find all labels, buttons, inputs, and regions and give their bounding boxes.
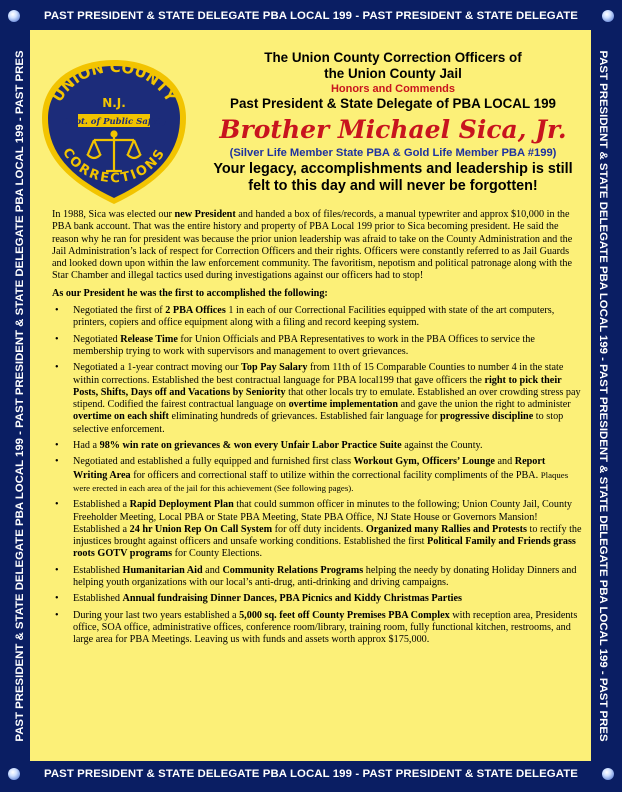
text-run: and — [494, 456, 515, 468]
text-run: that other locals try to emulate. Established an over crowding stress pay stipend. Codified the fairest contractual language on — [73, 386, 581, 411]
honors-line: Honors and Commends — [330, 83, 456, 95]
text-run: Established a — [73, 499, 130, 511]
text-run: for County Elections. — [172, 548, 263, 560]
text-run-bold: 5,000 sq. feet off County Premises PBA Complex — [239, 609, 450, 621]
text-run-bold: overtime on each shift — [73, 411, 169, 423]
bullet-icon: • — [55, 440, 59, 452]
logo-ring-text: CORRECTIONS — [59, 145, 169, 187]
text-run: to stop selective enforcement. — [73, 411, 564, 435]
bullet-icon: • — [55, 609, 59, 621]
list-item — [52, 610, 582, 647]
accomplishments-lead: As our President he was the first to accomplished the following: — [52, 287, 328, 299]
logo-dept-text: Dept. of Public Safety — [62, 117, 166, 127]
intro-paragraph — [52, 209, 582, 283]
text-run: from 11th of 15 Comparable Counties to number 4 in the state within corrections. Established the best contractual language for PBA local199 that gave officers the — [73, 362, 564, 386]
text-run-small: Plaques were erected in each area of the jail for this achievement (See following pages). — [73, 469, 569, 493]
bullet-icon: • — [55, 564, 59, 576]
text-run: Had a — [73, 440, 100, 452]
text-run-bold: 24 hr Union Rep On Call System — [129, 523, 273, 535]
list-item — [52, 499, 582, 560]
text-run-bold: Annual fundraising Dinner Dances, PBA Picnics and Kiddy Christmas Parties — [122, 593, 462, 605]
text-run: In 1988, Sica was elected our — [52, 209, 175, 220]
bullet-icon: • — [55, 333, 59, 345]
content-panel — [30, 30, 591, 761]
bullet-icon: • — [55, 362, 59, 374]
list-item — [52, 565, 582, 590]
border-text-left: PAST PRESIDENT & STATE DELEGATE PBA LOCAL 199 - PAST PRESIDENT & STATE DELEGATE PBA LOCAL 199 - PAST PRES — [14, 50, 26, 742]
text-run: Established — [73, 593, 123, 605]
header-line-2: the Union County Jail — [324, 66, 462, 81]
honoree-name: Brother Michael Sica, Jr. — [219, 115, 567, 144]
list-item — [52, 456, 582, 495]
border-text-right: PAST PRESIDENT & STATE DELEGATE PBA LOCAL 199 - PAST PRESIDENT & STATE DELEGATE PBA LOCAL 199 - PAST PRES — [597, 50, 609, 742]
text-run: Negotiated and established a fully equipped and furnished first class — [73, 456, 354, 468]
text-run-bold: 2 PBA Offices — [165, 305, 226, 317]
text-run: and gave the union the right to administer — [398, 399, 571, 411]
text-run: for officers and correctional staff to utilize within the correctional facility compliments of the PBA. — [130, 469, 541, 481]
title-line: Past President & State Delegate of PBA LOCAL 199 — [230, 96, 556, 111]
text-run: and — [202, 564, 223, 576]
bullet-icon: • — [55, 499, 59, 511]
text-run: Negotiated a 1-year contract moving our — [73, 362, 242, 374]
text-run-bold: Community Relations Programs — [222, 564, 364, 576]
list-item — [52, 440, 582, 452]
membership-line: (Silver Life Member State PBA & Gold Life Member PBA #199) — [229, 147, 557, 159]
corner-star-icon — [8, 768, 20, 780]
corner-star-icon — [602, 768, 614, 780]
tribute-line-2: felt to this day and will never be forgotten! — [248, 178, 538, 194]
text-run-bold: Workout Gym, Officers’ Lounge — [353, 456, 495, 468]
text-run-bold: right to pick their Posts, Shifts, Days off and Vacations by Seniority — [73, 374, 562, 398]
text-run-bold: Rapid Deployment Plan — [129, 499, 234, 511]
corner-star-icon — [8, 10, 20, 22]
list-item — [52, 362, 582, 436]
logo-top-text: UNION COUNTY — [48, 57, 180, 106]
list-item — [52, 593, 582, 605]
text-run: with reception area, Presidents office, SOA office, administrative offices, conference room/library, training room, fully functional kitchen, restrooms, and large area for PBA Meetings. Leaving us with funds and assets worth approx $175,000. — [73, 609, 578, 646]
text-run-bold: Humanitarian Aid — [122, 564, 203, 576]
text-run: Established — [73, 564, 123, 576]
bullet-icon: • — [55, 593, 59, 605]
text-run: to rectify the injustices brought against officers and unsafe working conditions. Established the first — [73, 523, 582, 548]
text-run: for Union Officials and PBA Representatives to work in the PBA Offices to service the membership trying to work with supervisors and management to overt grievances. — [73, 333, 535, 357]
text-run: helping the needy by donating Holiday Dinners and helping youth organizations with our local’s anti-drug, anti-drinking and driving campaigns. — [73, 564, 577, 589]
header — [198, 50, 588, 195]
list-item — [52, 334, 582, 359]
header-line-1: The Union County Correction Officers of — [264, 50, 522, 65]
text-run-bold: Release Time — [120, 333, 178, 345]
text-run: against the County. — [401, 440, 483, 452]
text-run-bold: new President — [174, 209, 236, 220]
border-text-bottom: PAST PRESIDENT & STATE DELEGATE PBA LOCAL 199 - PAST PRESIDENT & STATE DELEGATE — [43, 768, 579, 780]
text-run-bold: Political Family and Friends grass roots GOTV programs — [73, 536, 576, 560]
text-run-bold: Organized many Rallies and Protests — [365, 523, 527, 535]
text-run-bold: overtime implementation — [288, 399, 399, 411]
list-item — [52, 305, 582, 330]
text-run-bold: progressive discipline — [439, 411, 534, 423]
text-run: for off duty incidents. — [272, 523, 366, 535]
tribute-line-1: Your legacy, accomplishments and leadership is still — [213, 161, 573, 177]
bullet-icon: • — [55, 456, 59, 468]
text-run-bold: Report Writing Area — [73, 456, 546, 481]
text-run: During your last two years established a — [73, 609, 240, 621]
text-run: eliminating hundreds of grievances. Established fair language for — [168, 411, 440, 423]
border-text-top: PAST PRESIDENT & STATE DELEGATE PBA LOCAL 199 - PAST PRESIDENT & STATE DELEGATE — [43, 10, 579, 22]
text-run: and handed a box of files/records, a manual typewriter and approx $10,000 in the PBA bank account. That was the entire history and property of PBA Local 199 prior to Sica becoming president. He said the reason why he ran for president was because the prior union leadership was afraid to take on the County Administration and the Jail Administration’s lack of respect for Correction Officers and their rights. Officers were constantly referred to as Jail Guards and looked down upon within the law enforcement community. The favoritism, nepotism and political patronage along with the Star Chamber and illegal tactics used during investigations against our officers had to stop! — [52, 209, 573, 282]
accomplishments-list — [52, 305, 582, 646]
union-county-corrections-patch-logo — [34, 52, 194, 212]
bullet-icon: • — [55, 305, 59, 317]
text-run: that could summon officer in minutes to the following; Union County Jail, County Freeholder Meeting, Local PBA or State PBA Meeting, State PBA Office, NJ State House or Governors Mansion! Established a — [73, 499, 572, 535]
corner-star-icon — [602, 10, 614, 22]
text-run: Negotiated the first of — [73, 305, 166, 317]
body-text — [52, 209, 582, 651]
text-run: Negotiated — [73, 333, 121, 345]
text-run: 1 in each of our Correctional Facilities equipped with state of the art computers, printers, copiers and office equipment along with a filing and record keeping system. — [73, 305, 555, 329]
text-run-bold: 98% win rate on grievances & won every Unfair Labor Practice Suite — [99, 440, 402, 452]
logo-state-text: N.J. — [102, 96, 126, 110]
text-run-bold: Top Pay Salary — [241, 362, 308, 374]
